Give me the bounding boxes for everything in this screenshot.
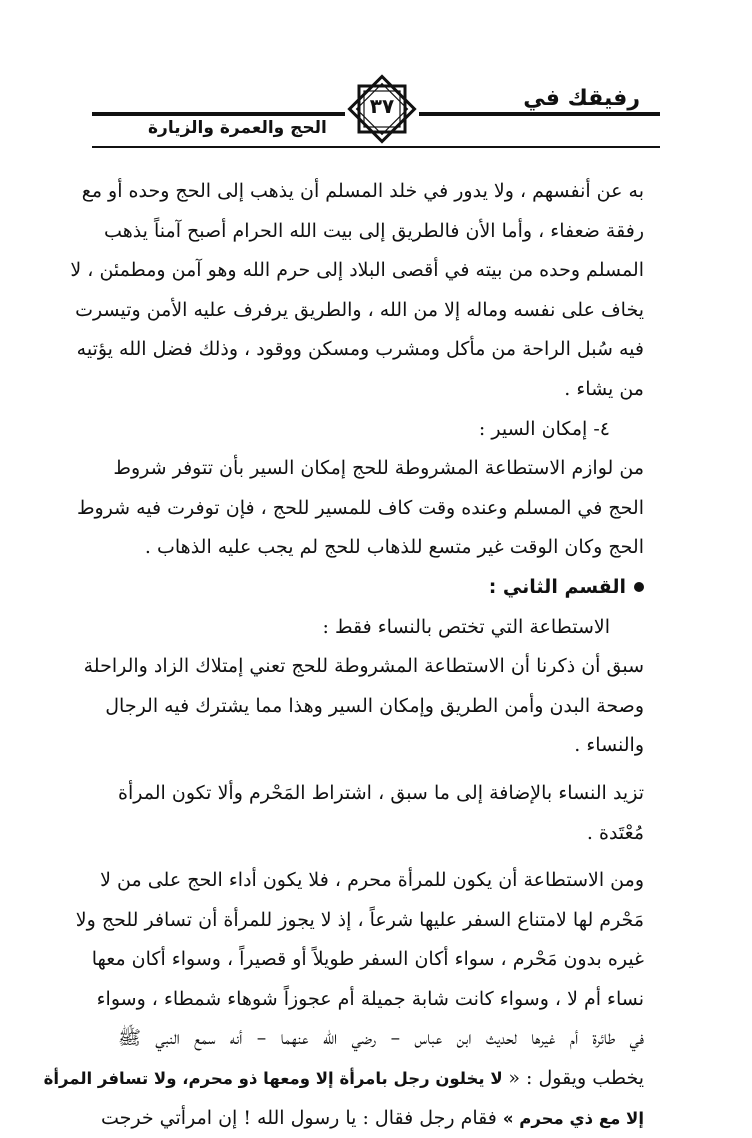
section-heading-text: القسم الثاني : — [488, 575, 626, 598]
item-4-heading — [118, 410, 644, 450]
paragraph-1 — [70, 172, 644, 410]
header-title-left: الحج والعمرة والزيارة — [148, 118, 327, 138]
hadith-line — [101, 1099, 644, 1138]
header-rule-thin — [92, 146, 660, 148]
header-title-right: رفيقك في — [523, 86, 640, 111]
text-line: تزيد النساء بالإضافة إلى ما سبق ، اشتراط المَحْرم وألا تكون المرأة — [118, 781, 644, 804]
text-line: من يشاء . — [564, 377, 644, 400]
page-header — [0, 0, 752, 160]
text-line: به عن أنفسهم ، ولا يدور في خلد المسلم أن يذهب إلى الحج وحده أو مع — [81, 180, 644, 202]
text-line: الحج وكان الوقت غير متسع للذهاب للحج لم يجب عليه الذهاب . — [144, 536, 644, 559]
hadith-line — [43, 1059, 644, 1099]
hadith-quote: لا يخلون رجل بامرأة إلا ومعها ذو محرم، ولا تسافر المرأة — [43, 1069, 509, 1089]
section-heading — [118, 568, 644, 608]
paragraph-2 — [76, 449, 644, 568]
hadith-prefix: يخطب ويقول : « — [508, 1067, 644, 1090]
sub-heading — [118, 608, 644, 648]
sub-heading-text: الاستطاعة التي تختص بالنساء فقط : — [322, 615, 610, 638]
hadith-quote-end: إلا مع ذي محرم » — [502, 1108, 644, 1128]
bullet-icon — [634, 582, 644, 592]
text-line: مَحْرم لها لامتناع السفر عليها شرعاً ، إذ لا يجوز للمرأة أن تسافر للحج ولا — [75, 908, 644, 931]
item-heading-text: ٤- إمكان السير : — [478, 417, 610, 440]
text-line: رفقة ضعفاء ، وأما الأن فالطريق إلى بيت الله الحرام أصبح آمناً يذهب — [104, 219, 644, 242]
text-line: وصحة البدن وأمن الطريق وإمكان السير وهذا مما يشترك فيه الرجال — [105, 694, 644, 717]
page-number: ٣٧ — [369, 94, 395, 118]
text-line: الحج في المسلم وعنده وقت كاف للمسير للحج ، فإن توفرت فيه شروط — [76, 496, 644, 519]
paragraph-5 — [43, 861, 644, 1138]
hadith-continuation: فقام رجل فقال : يا رسول الله ! إن امرأتي خرجت — [101, 1106, 503, 1129]
text-line: فيه سُبل الراحة من مأكل ومشرب ومسكن ووقود ، وذلك فضل الله يؤتيه — [76, 338, 644, 361]
page-body — [43, 172, 644, 1138]
page-number-badge — [345, 72, 419, 146]
text-line: يخاف على نفسه وماله إلا من الله ، والطريق يرفرف عليه الأمن وتيسرت — [75, 298, 644, 321]
paragraph-4 — [118, 774, 644, 853]
text-line: والنساء . — [574, 734, 644, 757]
text-line: مُعْتَدة . — [586, 821, 644, 844]
text-line: في طائرة أم غيرها لحديث ابن عباس – رضي الله عنهما – أنه سمع النبي ﷺ — [118, 1027, 644, 1050]
paragraph-3 — [83, 647, 644, 766]
text-line: ومن الاستطاعة أن يكون للمرأة محرم ، فلا يكون أداء الحج على من لا — [100, 869, 644, 892]
text-line: من لوازم الاستطاعة المشروطة للحج إمكان السير بأن تتوفر شروط — [113, 457, 644, 480]
text-line: سبق أن ذكرنا أن الاستطاعة المشروطة للحج تعني إمتلاك الزاد والراحلة — [83, 655, 644, 678]
text-line: المسلم وحده من بيته في أقصى البلاد إلى حرم الله وهو آمن ومطمئن ، لا — [70, 259, 644, 282]
text-line: نساء أم لا ، وسواء كانت شابة جميلة أم عجوزاً شوهاء شمطاء ، وسواء — [96, 987, 644, 1010]
text-line: غيره بدون مَحْرم ، سواء أكان السفر طويلاً أو قصيراً ، وسواء أكان معها — [91, 948, 644, 971]
